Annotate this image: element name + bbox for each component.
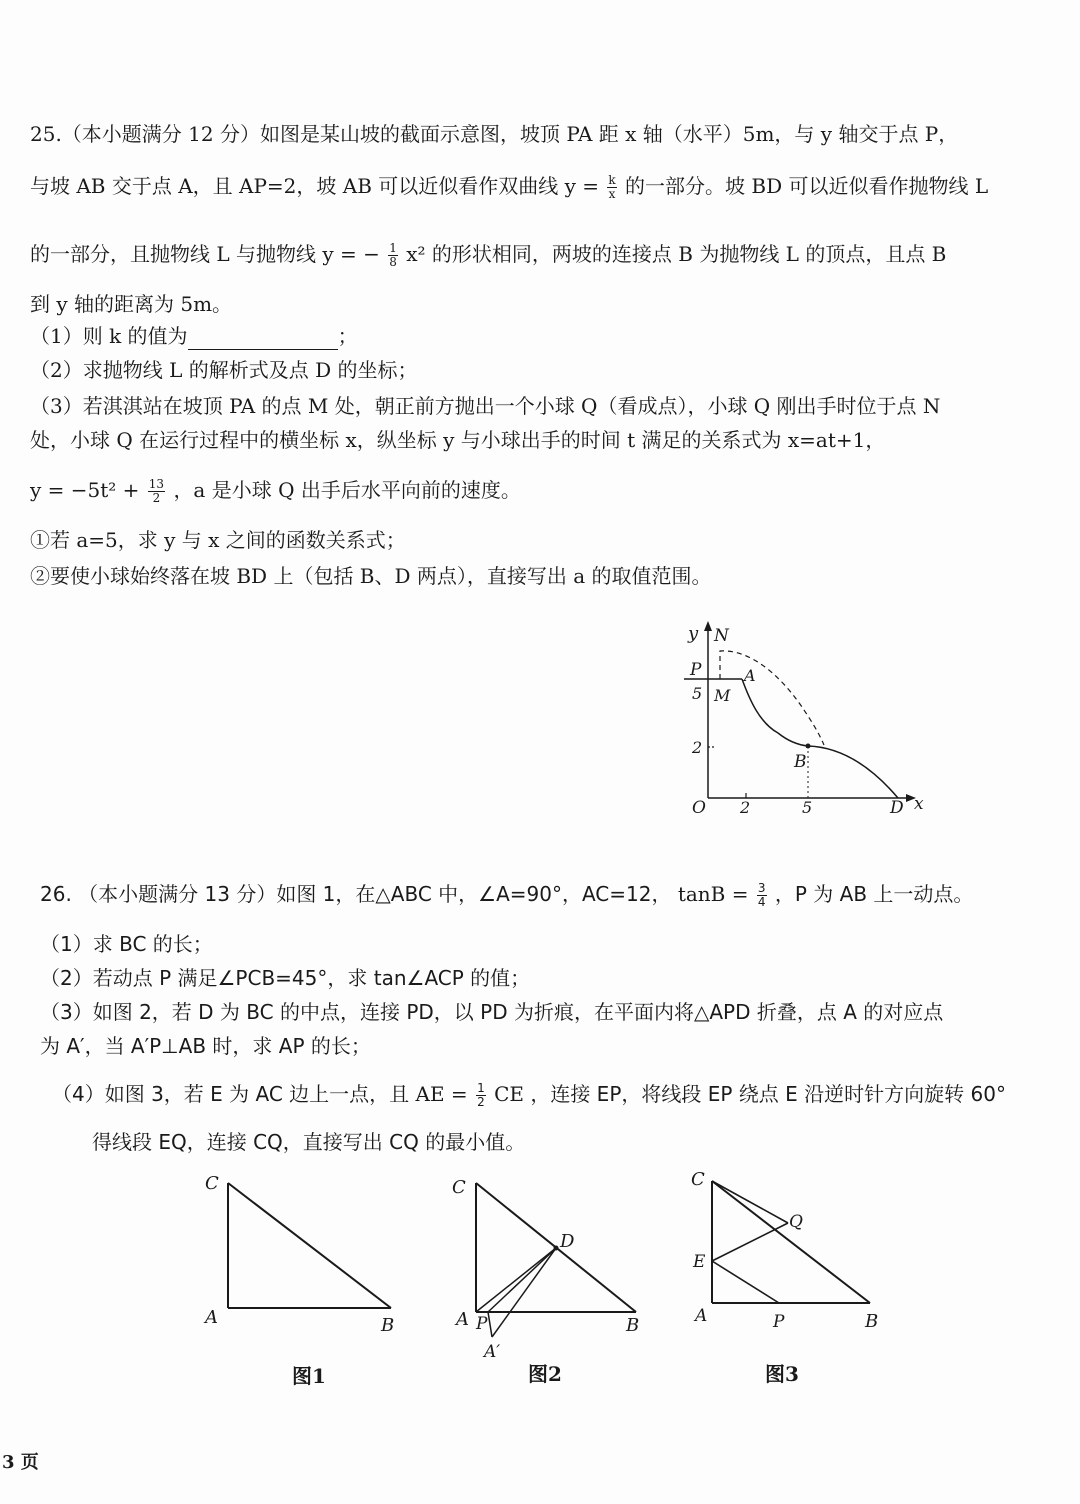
q26-tan-frac [757, 882, 767, 909]
q25-motion-eq: y = −5t² + [30, 478, 140, 502]
label-2x: 2 [740, 798, 751, 817]
fig3-seg-cq [712, 1181, 788, 1223]
q26-part1: （1）求 BC 的长； [40, 932, 213, 956]
ball-trajectory [720, 651, 824, 745]
q25-part2: （2）求抛物线 L 的解析式及点 D 的坐标； [30, 358, 418, 382]
q26-line1 [40, 880, 973, 909]
q26-part4-line2: 得线段 EQ，连接 CQ，直接写出 CQ 的最小值。 [92, 1130, 526, 1154]
fig1-side-bc [228, 1183, 391, 1308]
q26-part3-line1: （3）如图 2，若 D 为 BC 的中点，连接 PD，以 PD 为折痕，在平面内将△APD 折叠，点 A 的对应点 [40, 1000, 944, 1024]
q25-line4: 到 y 轴的距离为 5m。 [30, 292, 233, 316]
y-axis-arrow [704, 621, 712, 631]
fig3-caption: 图3 [765, 1362, 799, 1386]
q26-part4-text-b: ，连接 EP，将线段 EP 绕点 E 沿逆时针方向旋转 60° [530, 1082, 1006, 1106]
frac-numerator: k [608, 173, 616, 187]
q26-figure-2 [448, 1165, 648, 1365]
fig1-label-b: B [381, 1315, 395, 1336]
fig3-label-e: E [693, 1252, 706, 1272]
label-5y: 5 [692, 684, 703, 703]
q25-part1 [30, 322, 358, 350]
q26-tan-eq: tanB = [677, 882, 749, 906]
fig3-side-bc [712, 1181, 870, 1303]
page-number: 3 页 [2, 1452, 39, 1473]
q25-hyperbola-eq: y = [564, 174, 600, 198]
fig2-point-d [554, 1246, 559, 1251]
q25-parabola-eq: y = − [322, 242, 380, 266]
q26-part3-line2: 为 A′，当 A′P⊥AB 时，求 AP 的长； [40, 1034, 371, 1058]
label-m: M [714, 686, 731, 705]
q25-part1-text: （1）则 k 的值为 [30, 324, 188, 348]
fig2-label-b: B [626, 1315, 640, 1336]
label-2y: 2 [692, 738, 703, 757]
q25-hyperbola-frac [607, 174, 616, 201]
fig3-label-c: C [691, 1169, 705, 1190]
q26-figure-3 [685, 1165, 895, 1345]
q25-sub2: ②要使小球始终落在坡 BD 上（包括 B、D 两点），直接写出 a 的取值范围。 [30, 564, 712, 588]
fig2-label-c: C [452, 1177, 466, 1198]
label-y: y [688, 623, 699, 644]
q25-parabola-frac [388, 242, 398, 269]
q26-part2: （2）若动点 P 满足∠PCB=45°，求 tan∠ACP 的值； [40, 966, 531, 990]
frac-denominator: 2 [152, 491, 161, 505]
fig3-label-p: P [773, 1312, 785, 1332]
q25-parabola-eq-x2: x² [406, 242, 426, 266]
q25-line2-text-b: 的一部分。坡 BD 可以近似看作抛物线 L [625, 174, 989, 198]
label-x: x [914, 794, 924, 814]
q25-line2-text-a: 与坡 AB 交于点 A，且 AP=2，坡 AB 可以近似看作双曲线 [30, 174, 559, 198]
fig3-label-q: Q [789, 1212, 803, 1232]
fig2-label-a-prime: A′ [484, 1342, 501, 1362]
frac-numerator: 3 [757, 881, 766, 895]
frac-numerator: 13 [148, 477, 165, 491]
q26-ae-eq: AE = [415, 1082, 468, 1106]
frac-denominator: x [608, 187, 616, 201]
fig2-label-p: P [476, 1314, 488, 1334]
q25-line3-text-a: 的一部分，且抛物线 L 与抛物线 [30, 242, 316, 266]
fig2-seg-a2d [492, 1248, 556, 1337]
q25-part3-line2: 处，小球 Q 在运行过程中的横坐标 x，纵坐标 y 与小球出手的时间 t 满足的关系式为 x=at+1， [30, 428, 886, 452]
fig1-caption: 图1 [292, 1364, 326, 1388]
parabola-bd [808, 746, 898, 798]
fig3-seg-ep [712, 1261, 779, 1303]
frac-numerator: 1 [477, 1081, 485, 1095]
label-p: P [690, 660, 702, 680]
frac-numerator: 1 [389, 241, 397, 255]
q25-line3 [30, 240, 946, 269]
label-o: O [692, 798, 706, 818]
frac-denominator: 4 [757, 895, 766, 909]
q25-motion-frac [148, 478, 165, 505]
frac-denominator: 2 [477, 1095, 485, 1109]
q26-figure-1 [195, 1165, 415, 1345]
q25-sub1: ①若 a=5，求 y 与 x 之间的函数关系式； [30, 528, 406, 552]
q25-line2 [30, 172, 988, 201]
q25-part3-line3-text: ，a 是小球 Q 出手后水平向前的速度。 [173, 478, 521, 502]
q26-line1-text-a: 26. （本小题满分 13 分）如图 1，在△ABC 中，∠A=90°，AC=12， [40, 882, 672, 906]
q26-part4-line1 [52, 1080, 1006, 1109]
q25-line3-text-b: 的形状相同，两坡的连接点 B 为抛物线 L 的顶点，且点 B [431, 242, 947, 266]
q26-line1-text-b: ，P 为 AB 上一动点。 [774, 882, 974, 906]
fig2-label-d: D [560, 1231, 575, 1252]
q25-part3-line3 [30, 476, 521, 505]
q25-slope-figure [670, 615, 940, 825]
q26-ae-frac [476, 1082, 486, 1109]
fig3-label-b: B [865, 1311, 879, 1332]
frac-denominator: 8 [389, 255, 397, 269]
fig2-seg-pd [488, 1248, 556, 1312]
fig3-seg-eq [712, 1223, 788, 1261]
fig2-label-a: A [456, 1309, 469, 1330]
answer-blank[interactable] [188, 329, 338, 350]
fig2-seg-pa2 [488, 1312, 492, 1337]
q25-part1-end: ； [337, 324, 358, 348]
label-n: N [714, 626, 729, 646]
q25-line1: 25.（本小题满分 12 分）如图是某山坡的截面示意图，坡顶 PA 距 x 轴（水平）5m，与 y 轴交于点 P， [30, 122, 959, 146]
label-d: D [890, 798, 904, 818]
label-a: A [744, 666, 756, 685]
fig2-caption: 图2 [528, 1362, 562, 1386]
fig1-label-a: A [205, 1307, 218, 1328]
fig1-label-c: C [205, 1173, 219, 1194]
q26-part4-text-a: （4）如图 3，若 E 为 AC 边上一点，且 [52, 1082, 410, 1106]
label-b: B [794, 752, 807, 772]
fig3-label-a: A [695, 1306, 708, 1326]
q25-part3-line1: （3）若淇淇站在坡顶 PA 的点 M 处，朝正前方抛出一个小球 Q（看成点），小球 Q 刚出手时位于点 N [30, 394, 941, 418]
q26-ae-eq-ce: CE [494, 1082, 524, 1106]
label-5x: 5 [802, 798, 813, 817]
hyperbola-ab [742, 679, 808, 746]
